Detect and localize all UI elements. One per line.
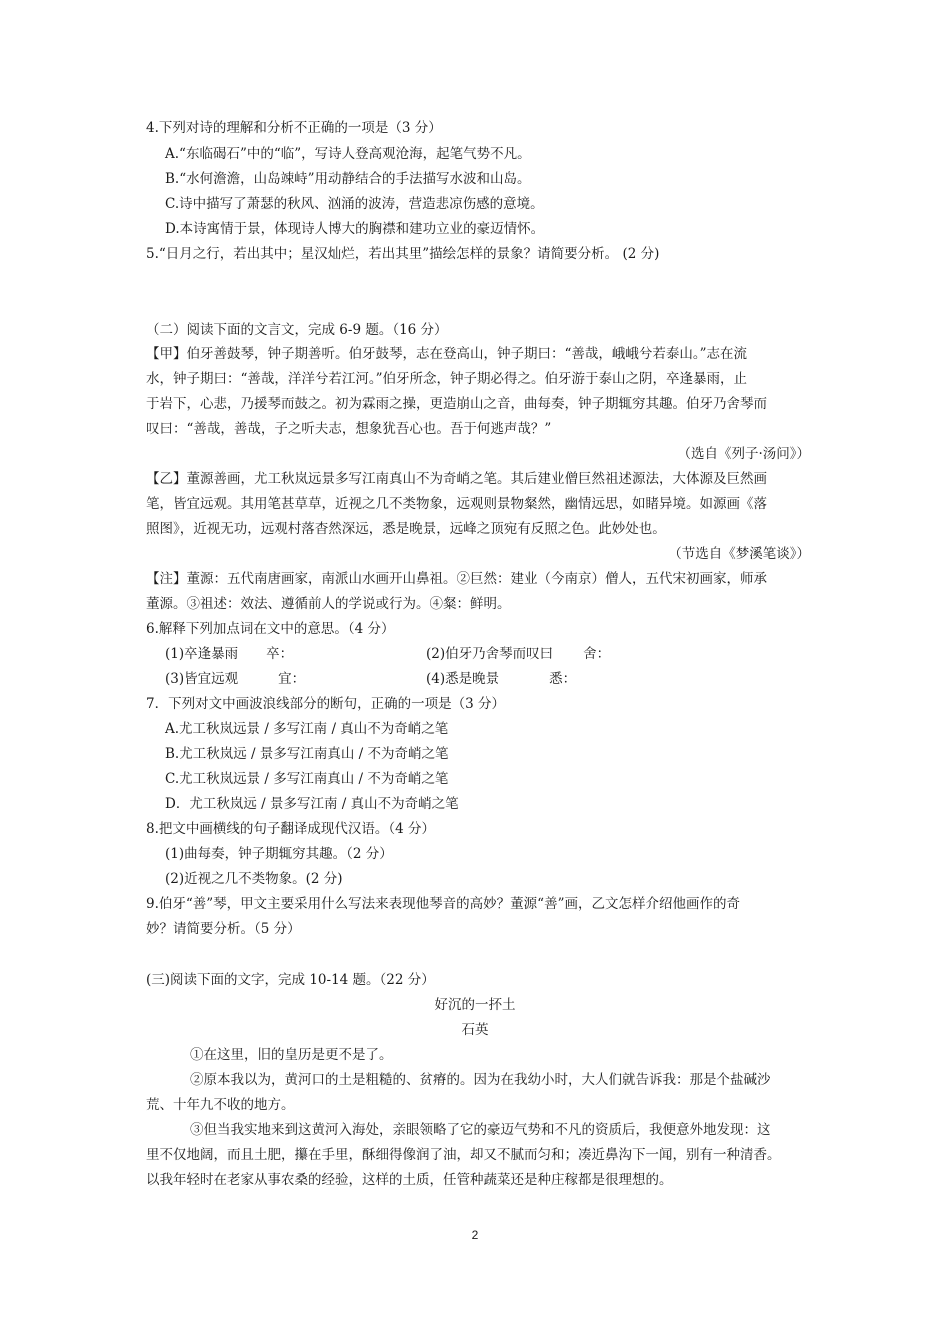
jia-line: 于岩下，心悲，乃援琴而鼓之。初为霖雨之操，更造崩山之音，曲每奏，钟子期辄穷其趣。伯牙乃舍琴而 bbox=[146, 396, 767, 412]
q6-item-text: (4)悉是晚景 bbox=[426, 671, 500, 687]
q6-item-word: 宜： bbox=[278, 671, 306, 687]
yi-line: 笔，皆宜远观。其用笔甚草草，近视之几不类物象，远观则景物粲然，幽情远思，如睹异境。如源画《落 bbox=[146, 496, 767, 512]
q7-option-a: A.尤工秋岚远景 / 多写江南 / 真山不为奇峭之笔 bbox=[165, 721, 449, 737]
jia-line: 水，钟子期曰：“善哉，洋洋兮若江河。”伯牙所念，钟子期必得之。伯牙游于泰山之阴，卒逢暴雨，止 bbox=[146, 371, 748, 387]
q4-option-c: C.诗中描写了萧瑟的秋风、汹涌的波涛，营造悲凉伤感的意境。 bbox=[165, 196, 544, 212]
yi-source: （节选自《梦溪笔谈》） bbox=[668, 546, 810, 562]
q7-option-d: D．尤工秋岚远 / 景多写江南 / 真山不为奇峭之笔 bbox=[165, 796, 459, 812]
paragraph-2-line: ②原本我以为，黄河口的土是粗糙的、贫瘠的。因为在我幼小时，大人们就告诉我：那是个盐碱沙 bbox=[190, 1072, 771, 1088]
q7-option-b: B.尤工秋岚远 / 景多写江南真山 / 不为奇峭之笔 bbox=[165, 746, 449, 762]
q4-stem: 4.下列对诗的理解和分析不正确的一项是（3 分） bbox=[146, 120, 442, 136]
jia-line: 【甲】伯牙善鼓琴，钟子期善听。伯牙鼓琴，志在登高山，钟子期曰：“善哉，峨峨兮若泰山。”志在流 bbox=[146, 346, 748, 362]
q6-item-word: 悉： bbox=[549, 671, 577, 687]
q6-stem: 6.解释下列加点词在文中的意思。（4 分） bbox=[146, 621, 395, 637]
q5-stem: 5.“日月之行，若出其中；星汉灿烂，若出其里”描绘怎样的景象？请简要分析。 (2 分) bbox=[146, 246, 660, 262]
q6-item-text: (1)卒逢暴雨 bbox=[165, 646, 239, 662]
paragraph-2-line: 荒、十年九不收的地方。 bbox=[146, 1097, 295, 1113]
q6-item-4 bbox=[426, 669, 576, 689]
q6-item-word: 卒： bbox=[266, 646, 294, 662]
q7-stem: 7．下列对文中画波浪线部分的断句，正确的一项是（3 分） bbox=[146, 696, 505, 712]
note-line: 董源。③祖述：效法、遵循前人的学说或行为。④粲：鲜明。 bbox=[146, 596, 511, 612]
jia-line: 叹曰：“善哉，善哉，子之听夫志，想象犹吾心也。吾于何逃声哉？” bbox=[146, 421, 552, 437]
q6-item-word: 舍： bbox=[583, 646, 611, 662]
paragraph-3-line: 以我年轻时在老家从事农桑的经验，这样的土质，任管种蔬菜还是种庄稼都是很理想的。 bbox=[146, 1172, 673, 1188]
q6-item-1 bbox=[165, 644, 293, 664]
section2-heading: （二）阅读下面的文言文，完成 6-9 题。（16 分） bbox=[146, 322, 448, 338]
q9-line: 妙？请简要分析。（5 分） bbox=[146, 921, 301, 937]
q6-item-text: (2)伯牙乃舍琴而叹曰 bbox=[426, 646, 554, 662]
article-title: 好沉的一抔土 bbox=[434, 997, 516, 1013]
paragraph-3-line: 里不仅地阔，而且土肥，攥在手里，酥细得像润了油，却又不腻而匀和；凑近鼻沟下一闻，别有一种清香。 bbox=[146, 1147, 781, 1163]
q6-item-3 bbox=[165, 669, 305, 689]
q8-stem: 8.把文中画横线的句子翻译成现代汉语。（4 分） bbox=[146, 821, 436, 837]
note-line: 【注】董源：五代南唐画家，南派山水画开山鼻祖。②巨然：建业（今南京）僧人，五代宋初画家，师承 bbox=[146, 571, 767, 587]
jia-source: （选自《列子·汤问》） bbox=[677, 446, 810, 462]
yi-line: 照图》，近视无功，远观村落杳然深远，悉是晚景，远峰之顶宛有反照之色。此妙处也。 bbox=[146, 521, 666, 537]
q4-option-a: A.“东临碣石”中的“临”，写诗人登高观沧海，起笔气势不凡。 bbox=[165, 146, 531, 162]
q8-item-2: (2)近视之几不类物象。(2 分) bbox=[165, 871, 343, 887]
q7-option-c: C.尤工秋岚远景 / 多写江南真山 / 不为奇峭之笔 bbox=[165, 771, 449, 787]
paragraph-1: ①在这里，旧的皇历是更不是了。 bbox=[190, 1047, 393, 1063]
article-author: 石英 bbox=[461, 1022, 489, 1038]
q4-option-d: D.本诗寓情于景，体现诗人博大的胸襟和建功立业的豪迈情怀。 bbox=[165, 221, 545, 237]
yi-line: 【乙】董源善画，尤工秋岚远景多写江南真山不为奇峭之笔。其后建业僧巨然祖述源法，大体源及巨然画 bbox=[146, 471, 767, 487]
q6-item-2 bbox=[426, 644, 610, 664]
q4-option-b: B.“水何澹澹，山岛竦峙”用动静结合的手法描写水波和山岛。 bbox=[165, 171, 531, 187]
q8-item-1: (1)曲每奏，钟子期辄穷其趣。（2 分） bbox=[165, 846, 393, 862]
paragraph-3-line: ③但当我实地来到这黄河入海处，亲眼领略了它的豪迈气势和不凡的资质后，我便意外地发现：这 bbox=[190, 1122, 771, 1138]
q9-line: 9.伯牙“善”琴，甲文主要采用什么写法来表现他琴音的高妙？董源“善”画，乙文怎样介绍他画作的奇 bbox=[146, 896, 740, 912]
q6-item-text: (3)皆宜远观 bbox=[165, 671, 239, 687]
section3-heading: (三)阅读下面的文字，完成 10-14 题。（22 分） bbox=[146, 972, 435, 988]
page-number: 2 bbox=[471, 1228, 479, 1242]
